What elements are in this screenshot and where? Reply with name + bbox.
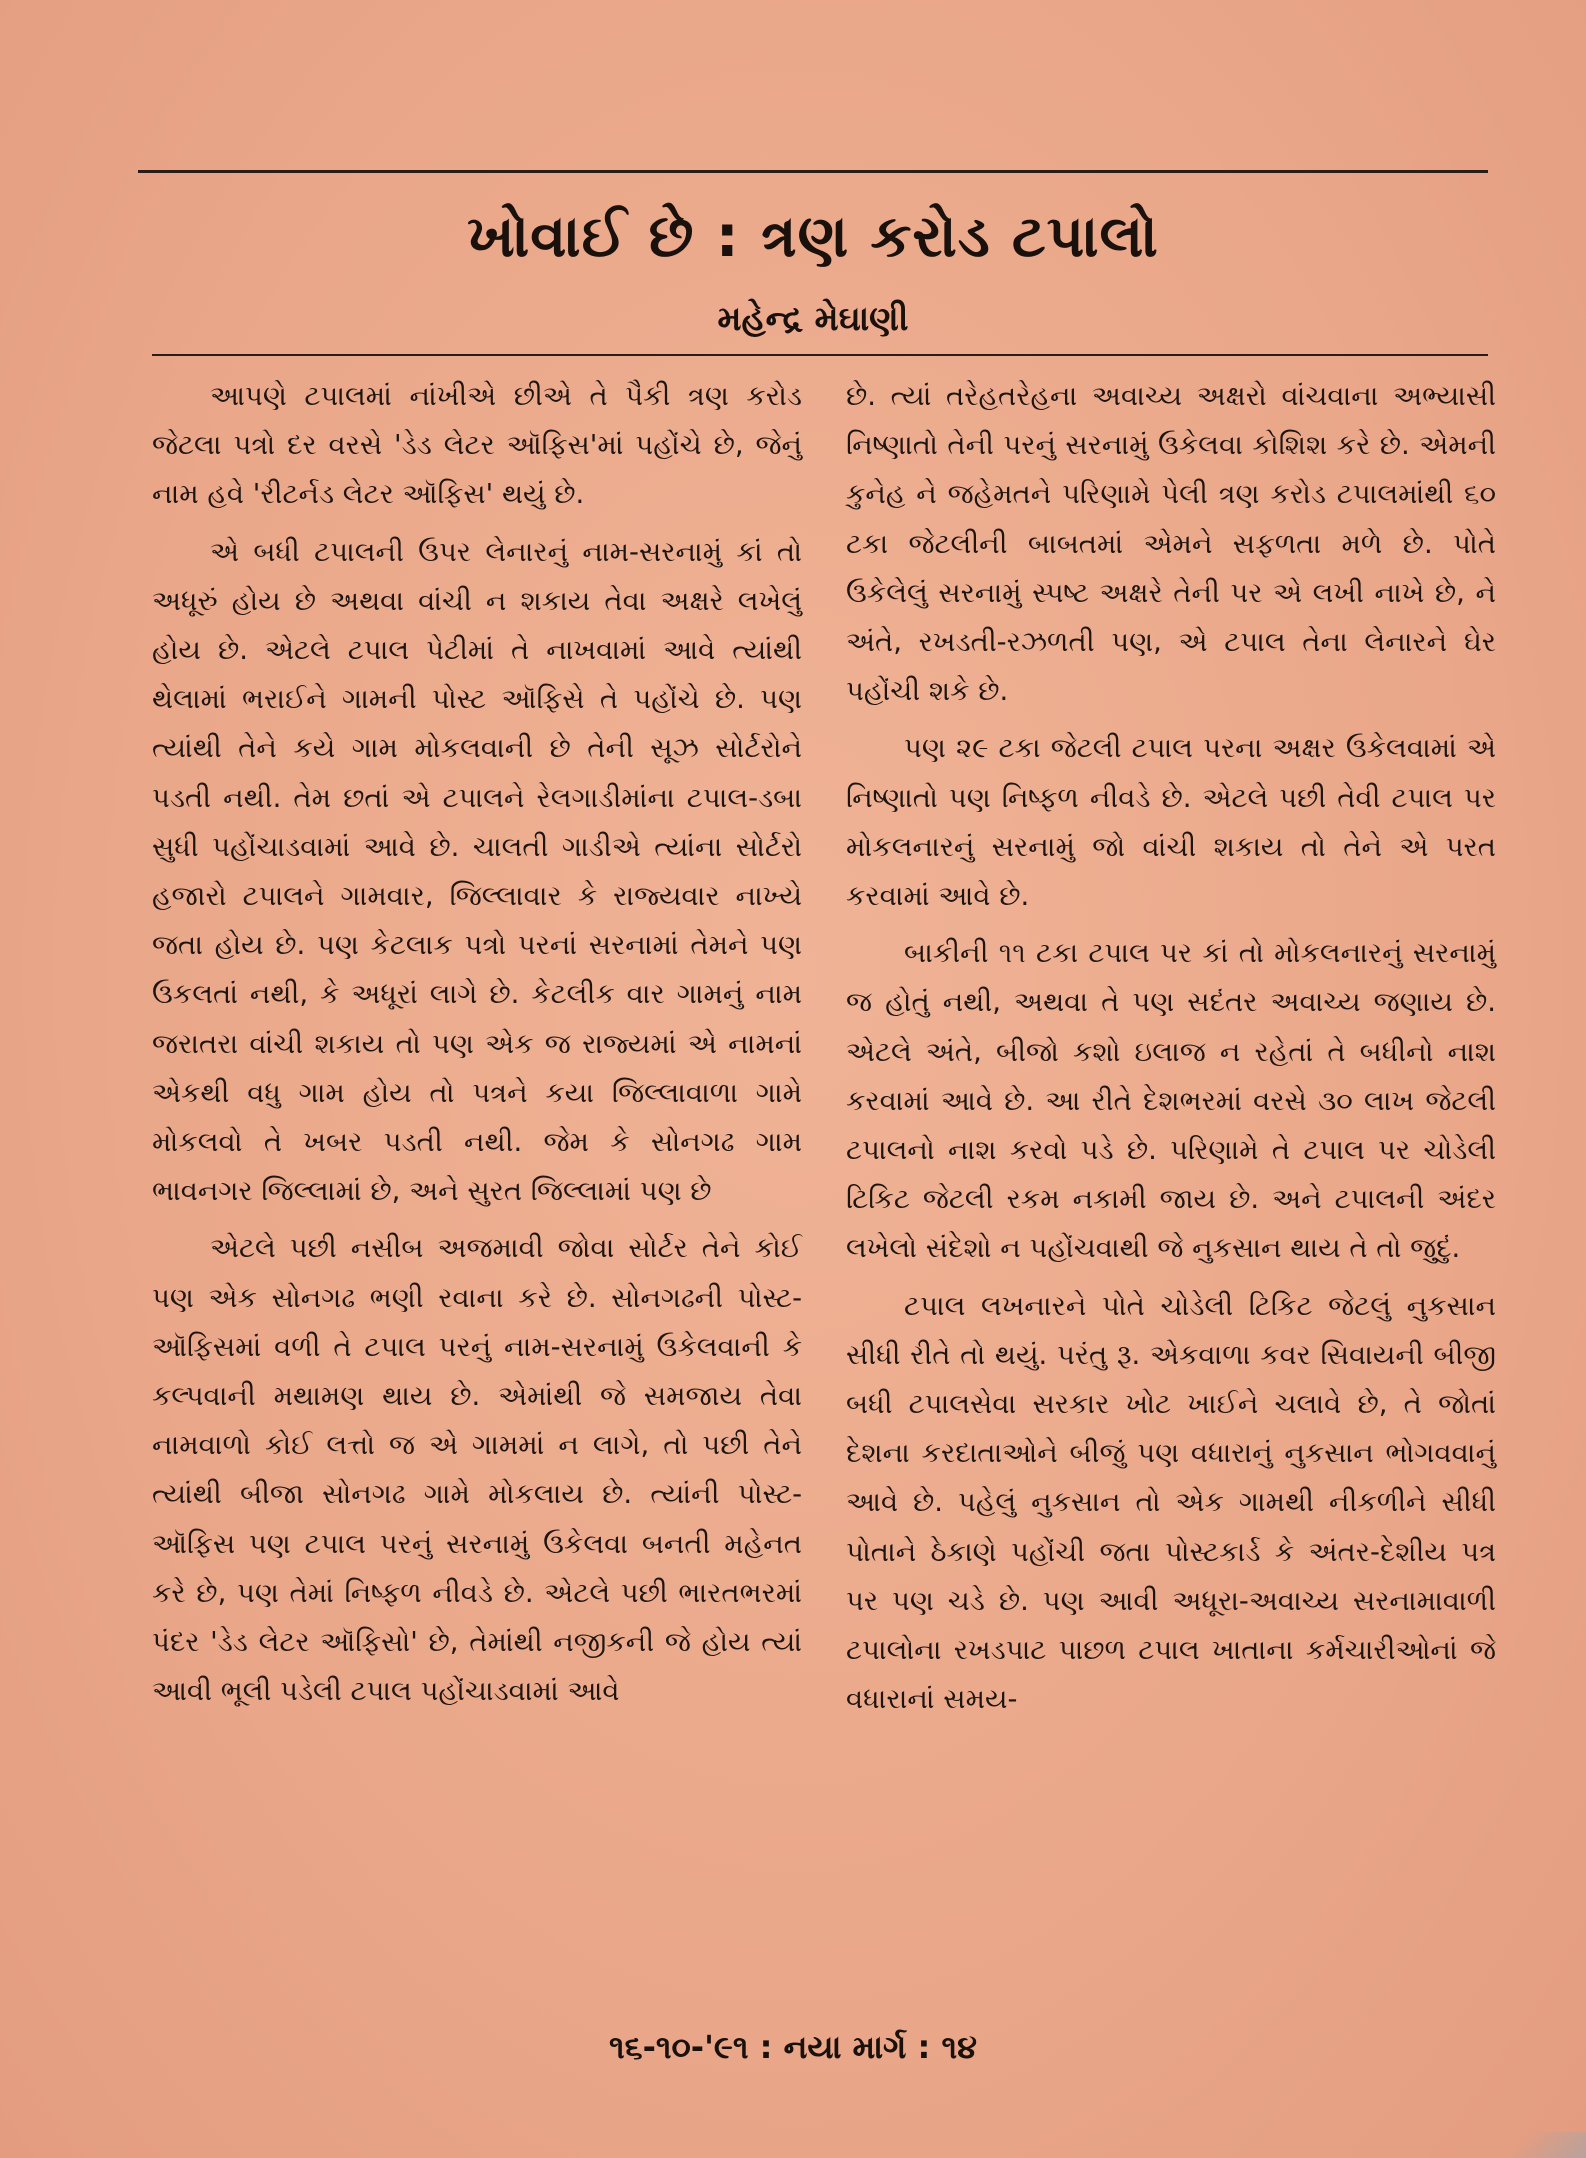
left-column	[152, 372, 802, 1724]
paragraph: એટલે પછી નસીબ અજમાવી જોવા સોર્ટર તેને કોઈ પણ એક સોનગઢ ભણી રવાના કરે છે. સોનગઢની પોસ્ટ-ઑફિસમાં વળી તે ટપાલ પરનું નામ-સરનામું ઉકેલવાની કે કલ્પવાની મથામણ થાય છે. એમાંથી જે સમજાય તેવા નામવાળો કોઈ લત્તો જ એ ગામમાં ન લાગે, તો પછી તેને ત્યાંથી બીજા સોનગઢ ગામે મોકલાય છે. ત્યાંની પોસ્ટ-ઑફિસ પણ ટપાલ પરનું સરનામું ઉકેલવા બનતી મહેનત કરે છે, પણ તેમાં નિષ્ફળ નીવડે છે. એટલે પછી ભારતભરમાં પંદર 'ડેડ લેટર ઑફિસો' છે, તેમાંથી નજીકની જે હોય ત્યાં આવી ભૂલી પડેલી ટપાલ પહોંચાડવામાં આવે	[152, 1232, 802, 1708]
paragraph: બાકીની ૧૧ ટકા ટપાલ પર કાં તો મોકલનારનું સરનામું જ હોતું નથી, અથવા તે પણ સદંતર અવાચ્ય જણાય છે. એટલે અંતે, બીજો કશો ઇલાજ ન રહેતાં તે બધીનો નાશ કરવામાં આવે છે. આ રીતે દેશભરમાં વરસે ૩૦ લાખ જેટલી ટપાલનો નાશ કરવો પડે છે. પરિણામે તે ટપાલ પર ચોડેલી ટિકિટ જેટલી રકમ નકામી જાય છે. અને ટપાલની અંદર લખેલો સંદેશો ન પહોંચવાથી જે નુકસાન થાય તે તો જુદું.	[846, 937, 1496, 1265]
article-author: મહેન્દ્ર મેઘાણી	[717, 299, 909, 339]
article-title: ખોવાઈ છે : ત્રણ કરોડ ટપાલો	[467, 202, 1159, 270]
paragraph: એ બધી ટપાલની ઉપર લેનારનું નામ-સરનામું કાં તો અધૂરું હોય છે અથવા વાંચી ન શકાય તેવા અક્ષરે લખેલું હોય છે. એટલે ટપાલ પેટીમાં તે નાખવામાં આવે ત્યાંથી થેલામાં ભરાઈને ગામની પોસ્ટ ઑફિસે તે પહોંચે છે. પણ ત્યાંથી તેને કયે ગામ મોકલવાની છે તેની સૂઝ સોર્ટરોને પડતી નથી. તેમ છતાં એ ટપાલને રેલગાડીમાંના ટપાલ-ડબા સુધી પહોંચાડવામાં આવે છે. ચાલતી ગાડીએ ત્યાંના સોર્ટરો હજારો ટપાલને ગામવાર, જિલ્લાવાર કે રાજ્યવાર નાખ્યે જતા હોય છે. પણ કેટલાક પત્રો પરનાં સરનામાં તેમને પણ ઉકલતાં નથી, કે અધૂરાં લાગે છે. કેટલીક વાર ગામનું નામ જરાતરા વાંચી શકાય તો પણ એક જ રાજ્યમાં એ નામનાં એકથી વધુ ગામ હોય તો પત્રને કયા જિલ્લાવાળા ગામે મોકલવો તે ખબર પડતી નથી. જેમ કે સોનગઢ ગામ ભાવનગર જિલ્લામાં છે, અને સુરત જિલ્લામાં પણ છે	[152, 535, 802, 1208]
right-column	[846, 372, 1496, 1732]
header-rule	[152, 354, 1488, 356]
paragraph: ટપાલ લખનારને પોતે ચોડેલી ટિકિટ જેટલું નુકસાન સીધી રીતે તો થયું. પરંતુ રૂ. એકવાળા કવર સિવાયની બીજી બધી ટપાલસેવા સરકાર ખોટ ખાઈને ચલાવે છે, તે જોતાં દેશના કરદાતાઓને બીજું પણ વધારાનું નુકસાન ભોગવવાનું આવે છે. પહેલું નુકસાન તો એક ગામથી નીકળીને સીધી પોતાને ઠેકાણે પહોંચી જતા પોસ્ટકાર્ડ કે અંતર-દેશીય પત્ર પર પણ ચડે છે. પણ આવી અધૂરા-અવાચ્ય સરનામાવાળી ટપાલોના રખડપાટ પાછળ ટપાલ ખાતાના કર્મચારીઓનાં જે વધારાનાં સમય-	[846, 1289, 1496, 1716]
corner-stain	[1496, 2132, 1586, 2158]
page-footer: ૧૬-૧૦-'૯૧ : નયા માર્ગ : ૧૪	[608, 2028, 978, 2066]
top-rule	[138, 170, 1488, 173]
paragraph-continued: છે. ત્યાં તરેહતરેહના અવાચ્ય અક્ષરો વાંચવાના અભ્યાસી નિષ્ણાતો તેની પરનું સરનામું ઉકેલવા કોશિશ કરે છે. એમની કુનેહ ને જહેમતને પરિણામે પેલી ત્રણ કરોડ ટપાલમાંથી ૬૦ ટકા જેટલીની બાબતમાં એમને સફળતા મળે છે. પોતે ઉકેલેલું સરનામું સ્પષ્ટ અક્ષરે તેની પર એ લખી નાખે છે, ને અંતે, રખડતી-રઝળતી પણ, એ ટપાલ તેના લેનારને ઘેર પહોંચી શકે છે.	[846, 380, 1496, 708]
paragraph: આપણે ટપાલમાં નાંખીએ છીએ તે પૈકી ત્રણ કરોડ જેટલા પત્રો દર વરસે 'ડેડ લેટર ઑફિસ'માં પહોંચે છે, જેનું નામ હવે 'રીટર્નડ લેટર ઑફિસ' થયું છે.	[152, 380, 802, 511]
paragraph: પણ ૨૯ ટકા જેટલી ટપાલ પરના અક્ષર ઉકેલવામાં એ નિષ્ણાતો પણ નિષ્ફળ નીવડે છે. એટલે પછી તેવી ટપાલ પર મોકલનારનું સરનામું જો વાંચી શકાય તો તેને એ પરત કરવામાં આવે છે.	[846, 732, 1496, 913]
column-gutter	[820, 372, 821, 1992]
